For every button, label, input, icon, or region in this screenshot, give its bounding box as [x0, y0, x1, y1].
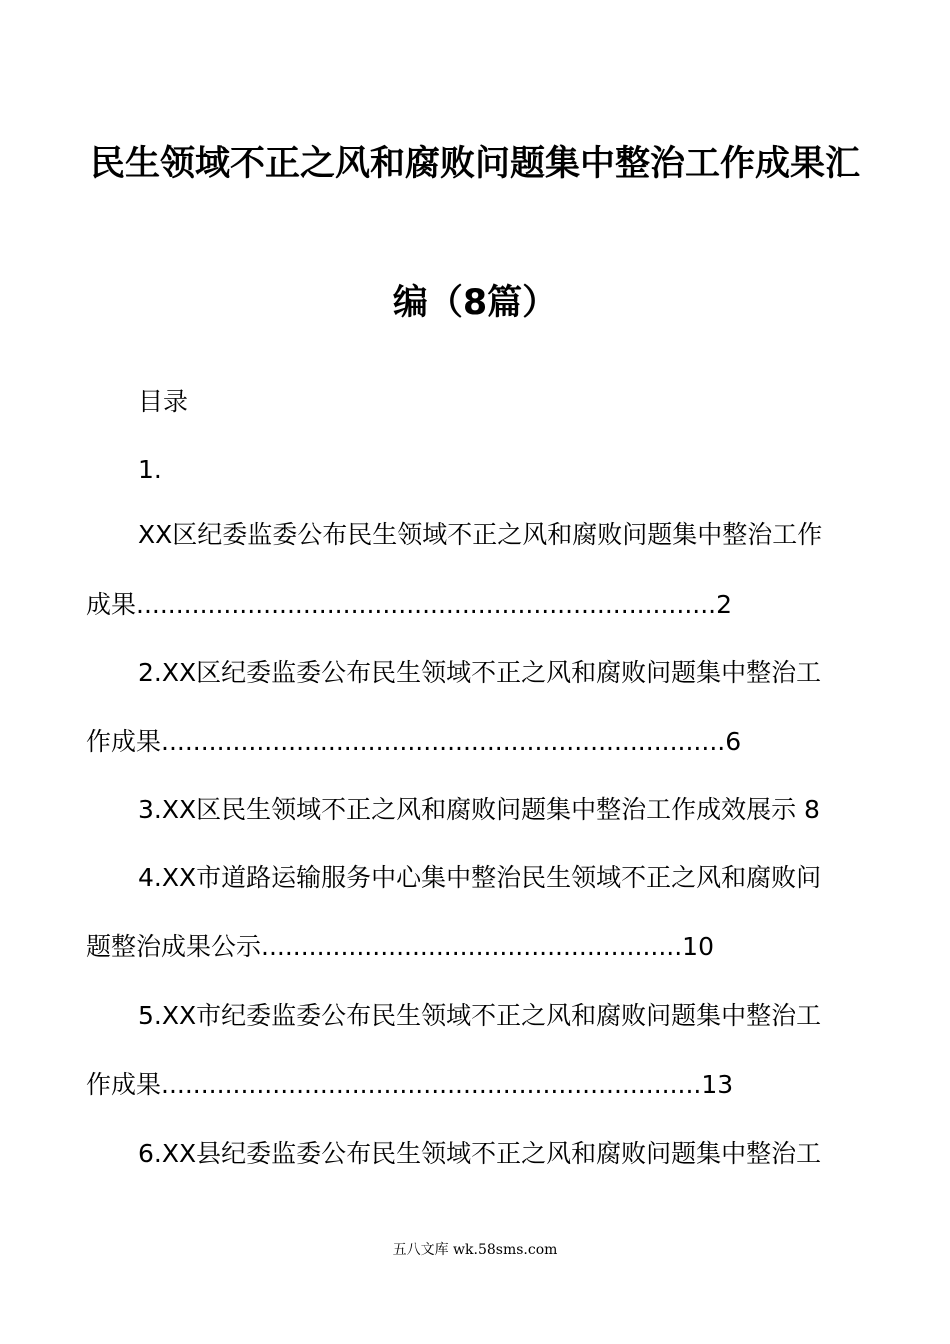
- toc-entry-1-number: 1.: [138, 455, 162, 484]
- toc-entry-1-title: XX区纪委监委公布民生领域不正之风和腐败问题集中整治工作: [138, 520, 823, 549]
- toc-entry-2-page: 作成果.......................................................................6: [86, 727, 742, 756]
- toc-entry-3-title: 3.XX区民生领域不正之风和腐败问题集中整治工作成效展示 8: [138, 795, 820, 824]
- toc-entry-4-page: 题整治成果公示.....................................................10: [86, 932, 714, 961]
- toc-entry-1-page: 成果.........................................................................2: [86, 590, 733, 619]
- toc-entry-4-title: 4.XX市道路运输服务中心集中整治民生领域不正之风和腐败问: [138, 863, 822, 892]
- toc-entry-5-page: 作成果....................................................................13: [86, 1070, 734, 1099]
- document-title-line-2: 编（8篇）: [392, 283, 558, 323]
- toc-entry-5-title: 5.XX市纪委监委公布民生领域不正之风和腐败问题集中整治工: [138, 1001, 822, 1030]
- page-footer: 五八文库 wk.58sms.com: [392, 1242, 558, 1258]
- toc-heading: 目录: [138, 387, 189, 416]
- document-title-line-1: 民生领域不正之风和腐败问题集中整治工作成果汇: [89, 144, 860, 184]
- toc-entry-2-title: 2.XX区纪委监委公布民生领域不正之风和腐败问题集中整治工: [138, 658, 822, 687]
- toc-entry-6-title: 6.XX县纪委监委公布民生领域不正之风和腐败问题集中整治工: [138, 1139, 822, 1168]
